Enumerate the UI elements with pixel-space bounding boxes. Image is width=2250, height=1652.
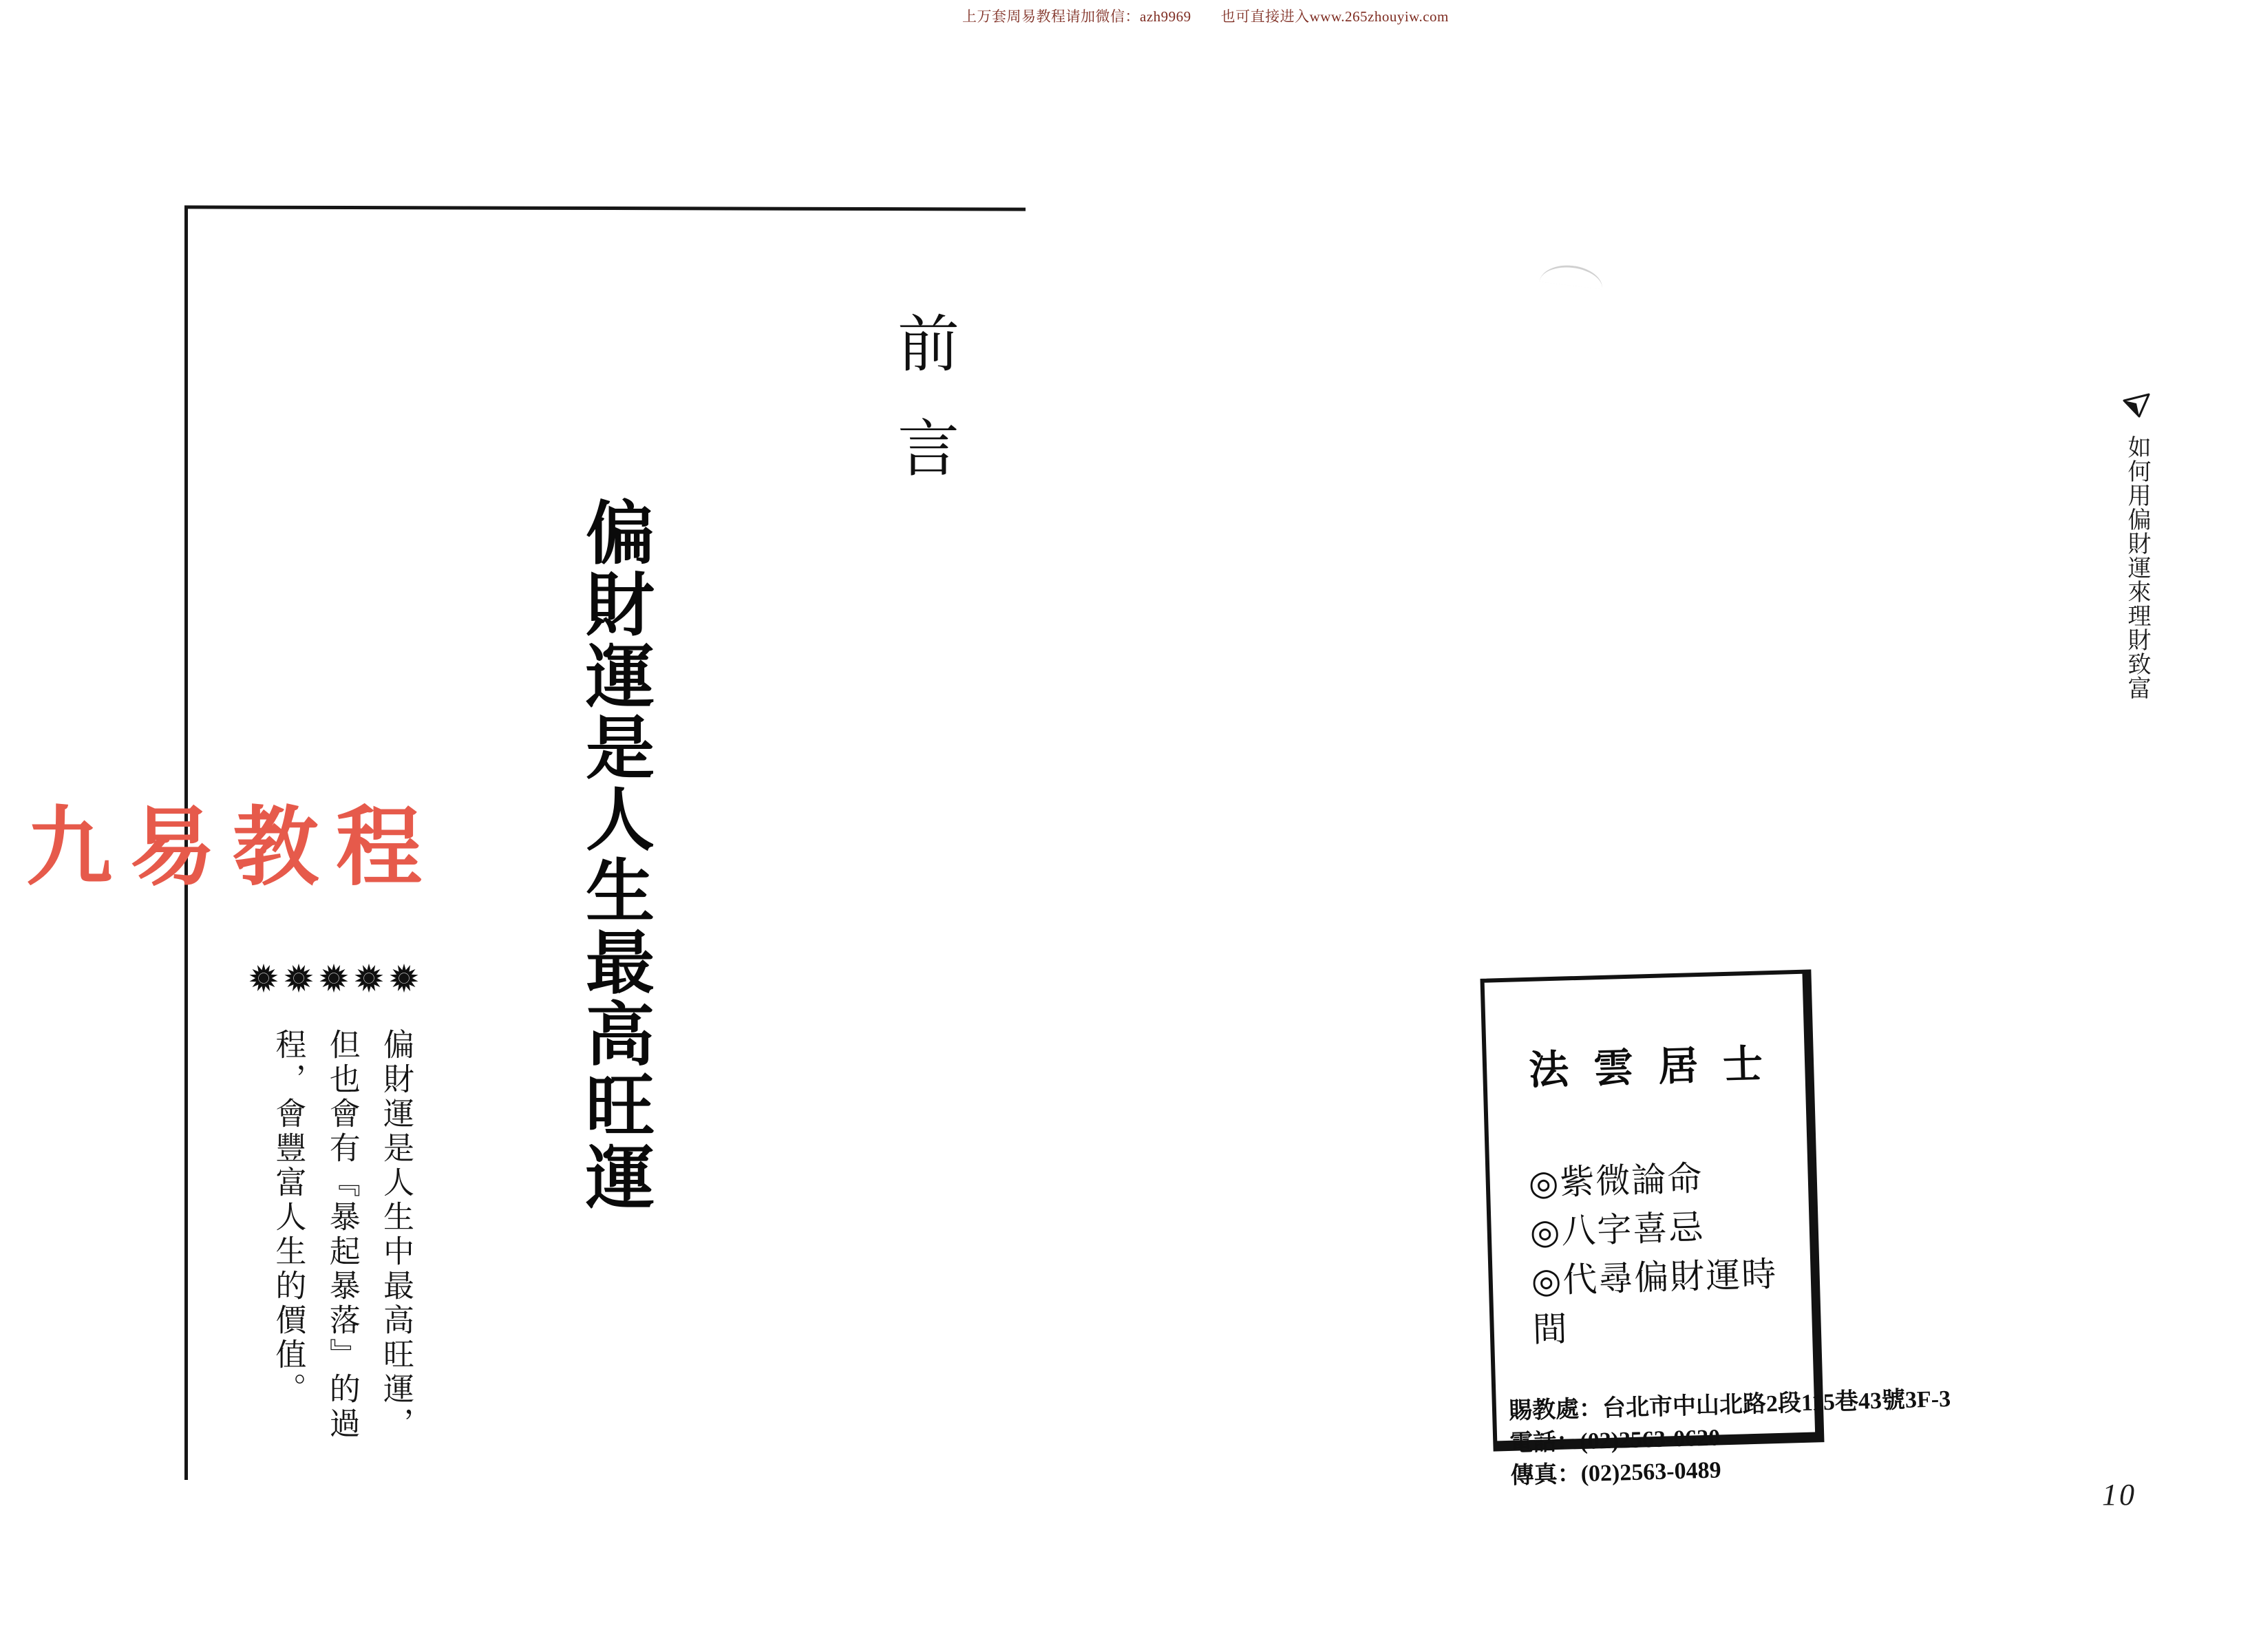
flower-icon <box>283 962 315 994</box>
preface-heading: 前言 <box>888 311 956 520</box>
ad-box <box>1480 969 1951 1489</box>
arrow-marker-icon <box>2121 392 2152 420</box>
watermark-text: 九易教程 <box>26 800 439 896</box>
ad-box-service-item: ◎八字喜忌 <box>1529 1207 1706 1251</box>
page-frame-top-rule <box>184 205 1026 211</box>
flower-icon <box>318 962 350 994</box>
flower-ornament-row <box>248 962 420 994</box>
margin-note <box>2119 392 2154 705</box>
ad-box-contact-phone: 電話：(02)2563-0620 <box>1509 1425 1721 1457</box>
ad-box-contact-block <box>1496 1386 1951 1493</box>
ad-box-service-list <box>1489 1152 1813 1356</box>
ad-box-contact-fax: 傳真：(02)2563-0489 <box>1510 1457 1722 1489</box>
ad-box-service-item: ◎紫微論命 <box>1528 1158 1704 1203</box>
ad-box-service-item: ◎代尋偏財運時間 <box>1531 1254 1779 1349</box>
margin-note-text: 如何用偏財運來理財致富 <box>2124 434 2150 700</box>
ad-box-contact-address: 賜教處：台北市中山北路2段115巷43號3F-3 <box>1508 1386 1951 1424</box>
flower-icon <box>353 962 385 994</box>
reseller-banner-text: 上万套周易教程请加微信：azh9969 也可直接进入www.265zhouyiw.com <box>962 8 1449 25</box>
scan-smudge-artifact <box>1540 262 1605 290</box>
ad-box-title: 法雲居士 <box>1528 1041 1789 1093</box>
intro-paragraph: 偏財運是人生中最高旺運，但也會有『暴起暴落』的過程，會豐富人生的價值。 <box>270 1028 413 1441</box>
page-number: 10 <box>2102 1478 2136 1512</box>
flower-icon <box>388 962 420 994</box>
page-title: 偏財運是人生最高旺運 <box>575 497 652 1213</box>
flower-icon <box>248 962 279 994</box>
